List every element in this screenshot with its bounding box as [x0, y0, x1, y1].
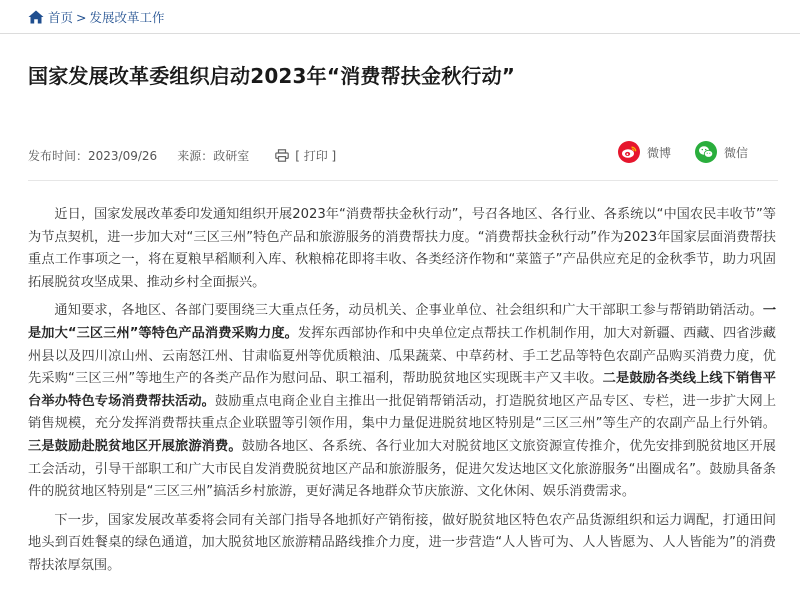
printer-icon	[275, 149, 289, 162]
breadcrumb-section-link[interactable]: 发展改革工作	[89, 10, 165, 25]
print-label: [ 打印 ]	[295, 149, 337, 163]
home-icon[interactable]	[28, 10, 44, 24]
paragraph-2-intro: 通知要求，各地区、各部门要围绕三大重点任务，动员机关、企事业单位、社会组织和广大干部职工参与帮销助销活动。	[54, 303, 763, 319]
source-label: 来源：	[177, 149, 214, 163]
publish-date: 2023/09/26	[88, 148, 158, 163]
paragraph-1: 近日，国家发展改革委印发通知组织开展2023年“消费帮扶金秋行动”，号召各地区、各行业、各系统以“中国农民丰收节”等为节点契机，进一步加大对“三区三州”特色产品和旅游服务的消费帮扶力度。“消费帮扶金秋行动”作为2023年国家层面消费帮扶重点工作事项之一，将在夏粮早稻顺利入库、秋粮棉花即将丰收、各类经济作物和“菜篮子”产品供应充足的金秋季节，助力巩固拓展脱贫攻坚成果、推动乡村全面振兴。	[28, 207, 776, 290]
breadcrumb-divider	[0, 33, 800, 34]
share-bar	[618, 141, 748, 163]
key-point-3-detail: 鼓励各地区、各系统、各行业加大对脱贫地区文旅资源宣传推介，优先安排到脱贫地区开展工会活动，引导干部职工和广大市民自发消费脱贫地区产品和旅游服务，促进欠发达地区文化旅游服务“出圈成名”。鼓励具备条件的脱贫地区特别是“三区三州”搞活乡村旅游，更好满足各地群众节庆旅游、文化休闲、娱乐消费需求。	[28, 438, 776, 500]
article-meta	[28, 147, 336, 164]
key-point-1-detail: 发挥东西部协作和中央单位定点帮扶工作机制作用，加大对新疆、西藏、四省涉藏州县以及四川凉山州、云南怒江州、甘肃临夏州等优质粮油、瓜果蔬菜、中草药材、手工艺品等特色农副产品购买消费力度，优先采购“三区三州”等地生产的各类产品作为慰问品、职工福利，帮助脱贫地区实现既丰产又丰收。	[28, 325, 776, 387]
breadcrumb-separator: >	[76, 9, 87, 25]
meta-divider	[28, 180, 778, 181]
page-title: 国家发展改革委组织启动2023年“消费帮扶金秋行动”	[28, 64, 516, 88]
paragraph-3: 下一步，国家发展改革委将会同有关部门指导各地抓好产销衔接，做好脱贫地区特色农产品货源组织和运力调配，打通田间地头到百姓餐桌的绿色通道，加大脱贫地区旅游精品路线推介力度，进一步营造“人人皆可为、人人皆愿为、人人皆能为”的消费帮扶浓厚氛围。	[28, 512, 776, 573]
breadcrumb	[28, 8, 165, 26]
key-point-2-detail: 鼓励重点电商企业自主推出一批促销帮销活动，打造脱贫地区产品专区、专栏，进一步扩大网上销售规模，充分发挥消费帮扶重点企业联盟等引领作用，集中力量促进脱贫地区特别是“三区三州”等生产的农副产品上行外销。	[28, 393, 776, 432]
publish-date-label: 发布时间：	[28, 149, 89, 163]
weibo-label: 微博	[647, 145, 672, 160]
paragraph-2	[28, 300, 776, 503]
print-button[interactable]	[275, 147, 336, 164]
wechat-label: 微信	[724, 145, 749, 160]
wechat-icon	[695, 141, 717, 163]
key-point-1: 一是加大“三区三州”等特色产品消费采购力度。	[28, 303, 776, 341]
share-wechat-button[interactable]	[695, 141, 748, 163]
weibo-icon	[618, 141, 640, 163]
breadcrumb-home-link[interactable]: 首页	[48, 10, 74, 25]
share-weibo-button[interactable]	[618, 141, 671, 163]
key-point-2: 二是鼓励各类线上线下销售平台举办特色专场消费帮扶活动。	[28, 371, 776, 409]
key-point-3: 三是鼓励赴脱贫地区开展旅游消费。	[28, 438, 242, 454]
article-body	[28, 204, 776, 584]
source-value: 政研室	[213, 149, 250, 163]
